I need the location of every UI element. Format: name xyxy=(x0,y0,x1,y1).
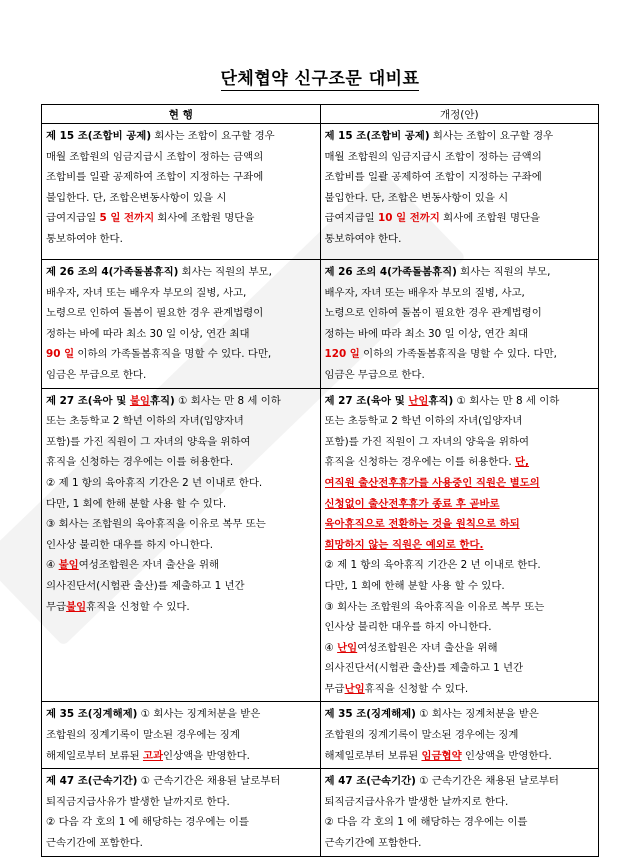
clause-text: 휴직을 신청하는 경우에는 이를 허용한다. xyxy=(324,456,515,469)
clause-line xyxy=(325,725,595,746)
clause-text: 정하는 바에 따라 최소 30 일 이상, 연간 최대 xyxy=(324,327,529,340)
clause-line xyxy=(46,147,316,168)
clause-text: 여성조합원은 자녀 출산을 위해 xyxy=(357,641,498,654)
emphasized-text: 불임 xyxy=(66,600,87,613)
emphasized-text: 제 15 조(조합비 공제) xyxy=(46,130,152,142)
clause-text: 매월 조합원의 임금지급시 조합이 정하는 금액의 xyxy=(46,150,264,163)
clause-line xyxy=(325,771,595,792)
clause-text: 무급 xyxy=(46,600,67,613)
clause-text: 회사는 직원의 부모, xyxy=(456,266,551,278)
clause-line xyxy=(325,555,595,576)
clause-line xyxy=(46,833,316,854)
clause-line xyxy=(325,167,595,188)
emphasized-text: 고과 xyxy=(142,749,164,762)
clause-text: 회사는 조합이 요구할 경우 xyxy=(151,130,275,142)
clause-text: 급여지급일 xyxy=(46,212,100,225)
table-row xyxy=(42,769,599,856)
revised-clause-cell xyxy=(320,124,599,260)
clause-text: ② 제 1 항의 육아휴직 기간은 2 년 이내로 한다. xyxy=(324,559,541,572)
emphasized-text: 10 일 전까지 xyxy=(378,212,440,225)
clause-text: 조합비를 일괄 공제하여 조합이 지정하는 구좌에 xyxy=(324,171,542,184)
revised-clause-cell xyxy=(320,769,599,856)
revised-clause-cell xyxy=(320,388,599,702)
clause-text: ① 근속기간은 채용된 날로부터 xyxy=(137,775,281,788)
current-clause-cell xyxy=(42,388,321,702)
clause-text: ① 회사는 만 8 세 이하 xyxy=(174,394,281,407)
clause-text: 휴직을 신청할 수 있다. xyxy=(86,600,190,613)
emphasized-text: 난임 xyxy=(408,394,429,407)
emphasized-text: 신청없이 출산전후휴가 종료 후 곧바로 xyxy=(324,497,500,510)
emphasized-text: 120 일 xyxy=(324,348,360,361)
clause-line xyxy=(325,283,595,304)
clause-text: 또는 초등학교 2 학년 이하의 자녀(입양자녀 xyxy=(46,415,244,428)
clause-line xyxy=(46,411,316,432)
clause-line xyxy=(325,147,595,168)
current-clause-cell xyxy=(42,769,321,856)
clause-text: 의사진단서(시험관 출산)를 제출하고 1 년간 xyxy=(46,579,245,592)
emphasized-text: 제 26 조의 4(가족돌봄휴직) xyxy=(46,266,179,278)
comparison-table xyxy=(41,104,599,857)
clause-line xyxy=(46,188,316,209)
clause-line xyxy=(325,262,595,283)
clause-line xyxy=(325,208,595,229)
clause-text: ① 회사는 징계처분을 받은 xyxy=(137,708,261,721)
clause-text: 무급 xyxy=(324,682,345,695)
clause-text: 퇴직금지급사유가 발생한 날까지로 한다. xyxy=(46,795,230,808)
clause-text: 퇴직금지급사유가 발생한 날까지로 한다. xyxy=(324,795,509,808)
clause-text: 의사진단서(시험관 출산)를 제출하고 1 년간 xyxy=(324,662,524,675)
clause-text: 인상액을 반영한다. xyxy=(461,749,552,762)
column-header-current: 현 행 xyxy=(42,105,321,124)
clause-line xyxy=(325,638,595,659)
clause-line xyxy=(46,514,316,535)
clause-text: 배우자, 자녀 또는 배우자 부모의 질병, 사고, xyxy=(46,286,247,299)
clause-text: 노령으로 인하여 돌봄이 필요한 경우 관계법령이 xyxy=(324,307,542,320)
clause-line xyxy=(46,494,316,515)
clause-line xyxy=(46,473,316,494)
clause-text: 포함)를 가진 직원이 그 자녀의 양육을 위하여 xyxy=(324,435,530,448)
current-clause-cell xyxy=(42,260,321,389)
emphasized-text: 여직원 출산전후휴가를 사용중인 직원은 별도의 xyxy=(324,476,540,489)
clause-text: 또는 초등학교 2 학년 이하의 자녀(입양자녀 xyxy=(324,415,523,428)
emphasized-text: 불임 xyxy=(58,559,79,572)
clause-line xyxy=(46,597,316,618)
column-header-revised: 개정(안) xyxy=(320,105,599,124)
clause-text: 급여지급일 xyxy=(324,212,378,225)
clause-line xyxy=(325,303,595,324)
clause-text: 임금은 무급으로 한다. xyxy=(46,368,147,381)
clause-line xyxy=(325,365,595,386)
clause-text: 통보하여야 한다. xyxy=(324,232,402,245)
clause-text: 배우자, 자녀 또는 배우자 부모의 질병, 사고, xyxy=(324,286,525,299)
clause-line xyxy=(325,411,595,432)
table-row xyxy=(42,260,599,389)
clause-line xyxy=(325,324,595,345)
clause-line xyxy=(325,617,595,638)
clause-text: 불입한다. 단, 조합은변동사항이 있을 시 xyxy=(46,191,227,204)
emphasized-text: 제 26 조의 4(가족돌봄휴직) xyxy=(324,266,457,278)
clause-text: 노령으로 인하여 돌봄이 필요한 경우 관계법령이 xyxy=(46,307,264,320)
clause-line xyxy=(46,452,316,473)
clause-line xyxy=(46,535,316,556)
emphasized-text: 제 15 조(조합비 공제) xyxy=(324,130,430,142)
clause-line xyxy=(46,704,316,725)
clause-line xyxy=(325,833,595,854)
clause-line xyxy=(46,792,316,813)
clause-text: 통보하여야 한다. xyxy=(46,232,123,245)
table-header-row xyxy=(42,105,599,124)
clause-line xyxy=(46,725,316,746)
clause-line xyxy=(46,126,316,147)
clause-text: ④ xyxy=(46,559,59,572)
clause-line xyxy=(46,167,316,188)
clause-line xyxy=(46,208,316,229)
clause-line xyxy=(325,535,595,556)
emphasized-text: 난임 xyxy=(337,641,358,654)
revised-clause-cell xyxy=(320,702,599,769)
emphasized-text: 제 27 조(육아 및 xyxy=(46,394,130,407)
clause-text: ① 회사는 징계처분을 받은 xyxy=(415,708,539,721)
clause-text: ② 제 1 항의 육아휴직 기간은 2 년 이내로 한다. xyxy=(46,476,263,489)
emphasized-text: 육아휴직으로 전환하는 것을 원칙으로 하되 xyxy=(324,518,520,531)
clause-text: 인상액을 반영한다. xyxy=(163,749,250,762)
clause-line xyxy=(46,771,316,792)
current-clause-cell xyxy=(42,702,321,769)
clause-text: 회사에 조합원 명단을 xyxy=(439,212,541,225)
clause-text: 회사는 직원의 부모, xyxy=(178,266,272,278)
clause-text: 매월 조합원의 임금지급시 조합이 정하는 금액의 xyxy=(324,150,542,163)
clause-line xyxy=(46,391,316,412)
clause-text: 다만, 1 회에 한해 분할 사용 할 수 있다. xyxy=(46,497,227,510)
clause-text: ④ xyxy=(324,641,338,654)
clause-text: 해제일로부터 보류된 xyxy=(324,749,422,762)
clause-text: 휴직을 신청하는 경우에는 이를 허용한다. xyxy=(46,456,234,469)
emphasized-text: 제 47 조(근속기간) xyxy=(46,775,138,788)
table-row xyxy=(42,124,599,260)
clause-line xyxy=(325,746,595,767)
clause-line xyxy=(325,679,595,700)
clause-line xyxy=(325,597,595,618)
emphasized-text: 제 47 조(근속기간) xyxy=(324,775,416,788)
clause-text: 조합비를 일괄 공제하여 조합이 지정하는 구좌에 xyxy=(46,171,264,184)
clause-text: 근속기간에 포함한다. xyxy=(324,837,422,850)
clause-line xyxy=(46,344,316,365)
clause-line xyxy=(46,812,316,833)
emphasized-text: 5 일 전까지 xyxy=(99,212,155,225)
clause-line xyxy=(325,391,595,412)
clause-text: 포함)를 가진 직원이 그 자녀의 양육을 위하여 xyxy=(46,435,251,448)
clause-text: 근속기간에 포함한다. xyxy=(46,837,143,850)
page-title: 단체협약 신구조문 대비표 xyxy=(220,69,420,89)
current-clause-cell xyxy=(42,124,321,260)
clause-line xyxy=(46,365,316,386)
clause-line xyxy=(46,555,316,576)
clause-text: 임금은 무급으로 한다. xyxy=(324,368,425,381)
clause-text: 이하의 가족돌봄휴직을 명할 수 있다. 다만, xyxy=(74,348,272,361)
clause-line xyxy=(46,432,316,453)
clause-text: 다만, 1 회에 한해 분할 사용 할 수 있다. xyxy=(324,579,505,592)
clause-line xyxy=(325,704,595,725)
clause-line xyxy=(325,229,595,250)
clause-text: 회사에 조합원 명단을 xyxy=(154,212,255,225)
clause-line xyxy=(325,126,595,147)
clause-line xyxy=(325,494,595,515)
clause-text: 휴직을 신청할 수 있다. xyxy=(364,682,469,695)
emphasized-text: 희망하지 않는 직원은 예외로 한다. xyxy=(324,538,484,551)
emphasized-text: 제 35 조(징계해제) xyxy=(46,708,138,721)
emphasized-text: 단, xyxy=(514,456,529,469)
clause-line xyxy=(325,452,595,473)
clause-line xyxy=(325,658,595,679)
clause-line xyxy=(46,303,316,324)
clause-text: ① 회사는 만 8 세 이하 xyxy=(453,394,560,407)
clause-text: 불입한다. 단, 조합은 변동사항이 있을 시 xyxy=(324,191,509,204)
emphasized-text: 제 35 조(징계해제) xyxy=(324,708,416,721)
clause-text: 인사상 불리한 대우를 하지 아니한다. xyxy=(324,621,492,634)
clause-line xyxy=(325,473,595,494)
emphasized-text: 난임 xyxy=(344,682,365,695)
clause-line xyxy=(46,283,316,304)
revised-clause-cell xyxy=(320,260,599,389)
clause-text: 회사는 조합이 요구할 경우 xyxy=(429,130,554,142)
clause-text: 인사상 불리한 대우를 하지 아니한다. xyxy=(46,538,214,551)
clause-text: ① 근속기간은 채용된 날로부터 xyxy=(415,775,559,788)
clause-line xyxy=(325,812,595,833)
clause-text: ② 다음 각 호의 1 에 해당하는 경우에는 이를 xyxy=(324,816,528,829)
table-row xyxy=(42,388,599,702)
clause-text: 해제일로부터 보류된 xyxy=(46,749,143,762)
clause-line xyxy=(325,344,595,365)
clause-line xyxy=(46,262,316,283)
emphasized-text: 휴직) xyxy=(428,394,454,407)
clause-text: ③ 회사는 조합원의 육아휴직을 이유로 복무 또는 xyxy=(46,518,266,531)
clause-text: ② 다음 각 호의 1 에 해당하는 경우에는 이를 xyxy=(46,816,249,829)
emphasized-text: 임금협약 xyxy=(421,749,462,762)
emphasized-text: 불임 xyxy=(129,394,150,407)
table-row xyxy=(42,702,599,769)
emphasized-text: 90 일 xyxy=(46,348,75,361)
emphasized-text: 제 27 조(육아 및 xyxy=(324,394,409,407)
clause-text: ③ 회사는 조합원의 육아휴직을 이유로 복무 또는 xyxy=(324,600,545,613)
emphasized-text: 휴직) xyxy=(149,394,175,407)
clause-text: 이하의 가족돌봄휴직을 명할 수 있다. 다만, xyxy=(359,348,557,361)
clause-line xyxy=(46,229,316,250)
clause-line xyxy=(325,432,595,453)
clause-line xyxy=(46,746,316,767)
clause-text: 여성조합원은 자녀 출산을 위해 xyxy=(78,559,220,572)
clause-line xyxy=(325,188,595,209)
clause-line xyxy=(325,792,595,813)
clause-line xyxy=(46,324,316,345)
clause-line xyxy=(325,514,595,535)
clause-text: 조합원의 징계기록이 말소된 경우에는 징계 xyxy=(46,729,240,742)
clause-text: 조합원의 징계기록이 말소된 경우에는 징계 xyxy=(324,729,519,742)
clause-line xyxy=(325,576,595,597)
clause-text: 정하는 바에 따라 최소 30 일 이상, 연간 최대 xyxy=(46,327,250,340)
clause-line xyxy=(46,576,316,597)
